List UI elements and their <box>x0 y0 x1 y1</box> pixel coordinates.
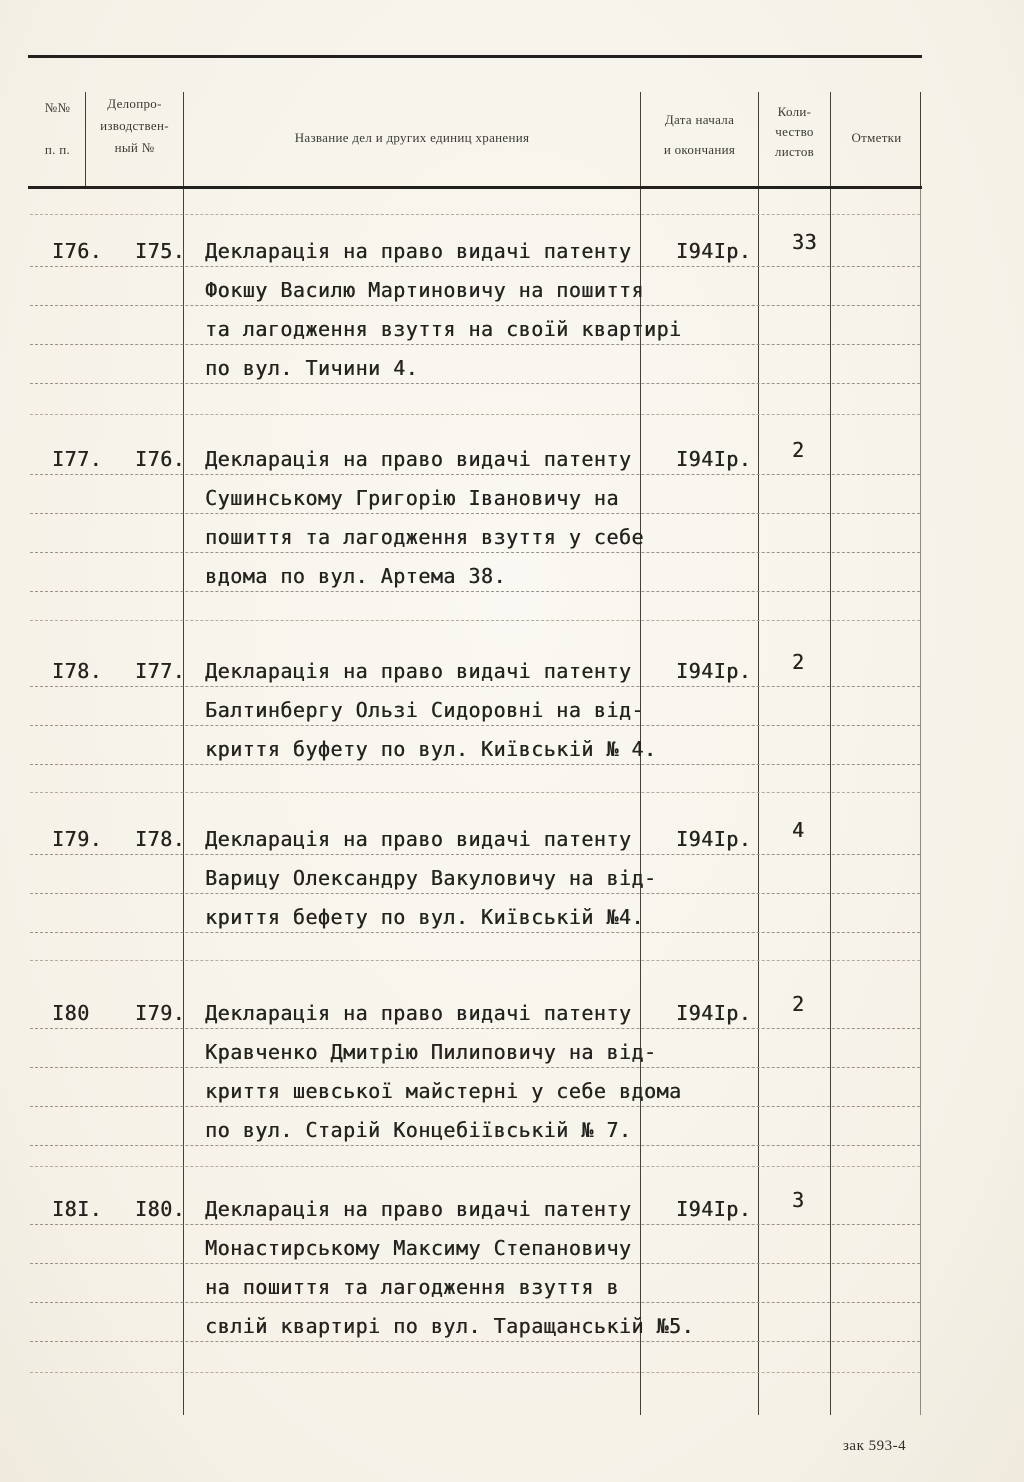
row-number: I76. <box>52 239 103 263</box>
date-value: I94Iр. <box>676 659 752 683</box>
sheet-count: 3 <box>792 1188 805 1212</box>
file-number: I76. <box>135 447 186 471</box>
row-line <box>30 1186 920 1225</box>
file-number: I77. <box>135 659 186 683</box>
col-header-sheets-line2: чество <box>775 124 814 139</box>
date-value: I94Iр. <box>676 1197 752 1221</box>
table-row <box>30 648 920 765</box>
col-header-file-line1: Делопро- <box>107 96 162 111</box>
title-line: Декларація на право видачі патенту <box>205 827 632 851</box>
row-line <box>30 816 920 855</box>
file-number: I79. <box>135 1001 186 1025</box>
form-rule-line <box>30 214 920 215</box>
col-header-date-line1: Дата начала <box>664 112 735 127</box>
sheet-count: 2 <box>792 438 805 462</box>
title-line: Кравченко Дмитрію Пилиповичу на від- <box>205 1040 657 1064</box>
title-line: Декларація на право видачі патенту <box>205 659 632 683</box>
row-line <box>30 1107 920 1146</box>
header-divider-4 <box>758 92 759 186</box>
title-line: та лагодження взуття на своїй квартирі <box>205 317 682 341</box>
title-line: криття шевської майстерні у себе вдома <box>205 1079 682 1103</box>
title-line: по вул. Тичини 4. <box>205 356 419 380</box>
row-line <box>30 514 920 553</box>
row-line <box>30 553 920 592</box>
date-value: I94Iр. <box>676 447 752 471</box>
col-header-file-line2: изводствен- <box>100 118 169 133</box>
sheet-count: 33 <box>792 230 818 254</box>
col-header-title: Название дел и других единиц хранения <box>294 130 530 145</box>
header-bottom-rule <box>28 186 922 189</box>
row-line <box>30 306 920 345</box>
col-header-sheets-line3: листов <box>774 144 815 159</box>
title-line: пошиття та лагодження взуття у себе <box>205 525 644 549</box>
sheet-count: 2 <box>792 992 805 1016</box>
row-line <box>30 228 920 267</box>
header-divider-6 <box>920 92 921 186</box>
col-header-num-line1: №№ <box>44 100 71 115</box>
header-divider-2 <box>183 92 184 186</box>
title-line: Фокшу Василю Мартиновичу на пошиття <box>205 278 644 302</box>
row-line <box>30 1264 920 1303</box>
title-line: Монастирському Максиму Степановичу <box>205 1236 632 1260</box>
form-rule-line <box>30 792 920 793</box>
table-row <box>30 990 920 1146</box>
row-line <box>30 990 920 1029</box>
row-number: I80 <box>52 1001 90 1025</box>
title-line: на пошиття та лагодження взуття в <box>205 1275 619 1299</box>
table-row <box>30 436 920 592</box>
title-line: вдома по вул. Артема 38. <box>205 564 506 588</box>
row-line <box>30 1303 920 1342</box>
row-line <box>30 855 920 894</box>
row-line <box>30 648 920 687</box>
row-line <box>30 1225 920 1264</box>
sheet-count: 2 <box>792 650 805 674</box>
col-header-date-line2: и окончания <box>663 142 736 157</box>
date-value: I94Iр. <box>676 1001 752 1025</box>
table-row <box>30 228 920 384</box>
title-line: по вул. Старій Концебіївській № 7. <box>205 1118 632 1142</box>
sheet-count: 4 <box>792 818 805 842</box>
row-number: I79. <box>52 827 103 851</box>
top-rule-line <box>28 55 922 58</box>
date-value: I94Iр. <box>676 827 752 851</box>
row-line <box>30 267 920 306</box>
title-line: Декларація на право видачі патенту <box>205 1197 632 1221</box>
col-header-file-line3: ный № <box>114 140 155 155</box>
row-line <box>30 345 920 384</box>
row-number: I8I. <box>52 1197 103 1221</box>
title-line: криття буфету по вул. Київській № 4. <box>205 737 657 761</box>
file-number: I75. <box>135 239 186 263</box>
header-divider-5 <box>830 92 831 186</box>
row-line <box>30 1068 920 1107</box>
row-line <box>30 436 920 475</box>
title-line: Декларація на право видачі патенту <box>205 1001 632 1025</box>
table-row <box>30 816 920 933</box>
col-header-num-line2: п. п. <box>44 142 71 157</box>
title-line: Варицу Олександру Вакуловичу на від- <box>205 866 657 890</box>
title-line: свлій квартирі по вул. Таращанській №5. <box>205 1314 695 1338</box>
body-divider-notes-right <box>920 189 921 1415</box>
file-number: I78. <box>135 827 186 851</box>
header-divider-1 <box>85 92 86 186</box>
date-value: I94Iр. <box>676 239 752 263</box>
col-header-notes: Отметки <box>851 130 902 145</box>
row-line <box>30 1029 920 1068</box>
row-line <box>30 726 920 765</box>
title-line: Декларація на право видачі патенту <box>205 447 632 471</box>
row-number: I78. <box>52 659 103 683</box>
form-rule-line <box>30 414 920 415</box>
row-line <box>30 687 920 726</box>
title-line: криття бефету по вул. Київській №4. <box>205 905 644 929</box>
form-rule-line <box>30 1166 920 1167</box>
title-line: Сушинському Григорію Івановичу на <box>205 486 619 510</box>
print-code: зак 593-4 <box>843 1438 907 1454</box>
row-line <box>30 475 920 514</box>
title-line: Балтинбергу Ользі Сидоровні на від- <box>205 698 644 722</box>
col-header-sheets-line1: Коли- <box>777 104 812 119</box>
table-row <box>30 1186 920 1342</box>
form-rule-line <box>30 1372 920 1373</box>
title-line: Декларація на право видачі патенту <box>205 239 632 263</box>
file-number: I80. <box>135 1197 186 1221</box>
row-number: I77. <box>52 447 103 471</box>
form-rule-line <box>30 620 920 621</box>
form-rule-line <box>30 960 920 961</box>
header-divider-3 <box>640 92 641 186</box>
row-line <box>30 894 920 933</box>
